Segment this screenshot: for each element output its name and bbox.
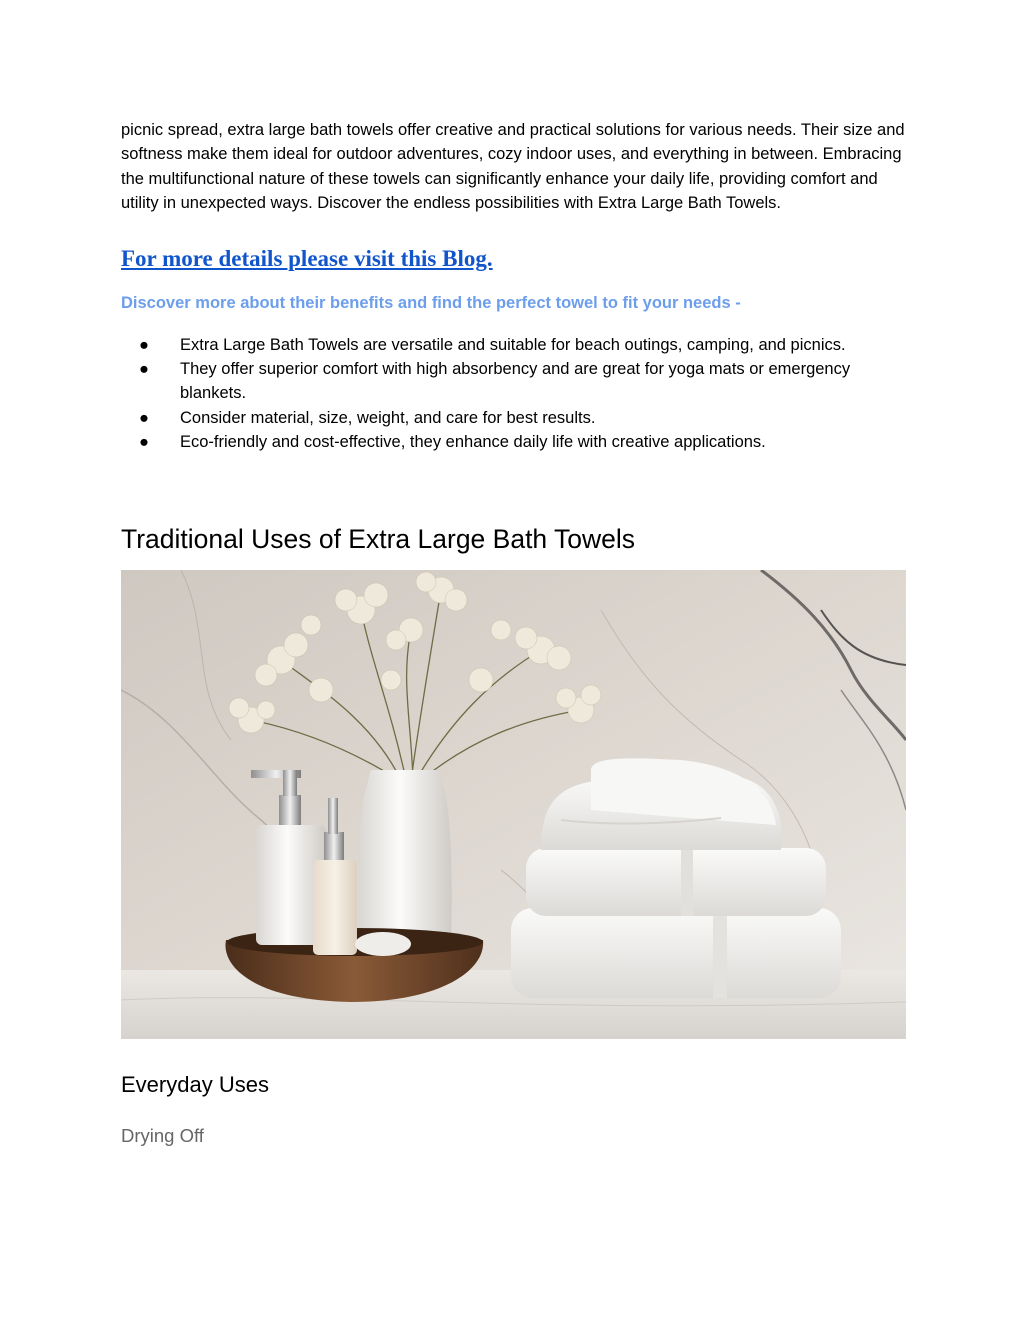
minor-heading: Drying Off (121, 1124, 204, 1146)
list-item (121, 357, 906, 406)
section-title: Traditional Uses of Extra Large Bath Towels (121, 523, 636, 554)
bullet-icon: ● (139, 335, 149, 354)
subsection-title: Everyday Uses (121, 1071, 269, 1097)
intro-paragraph: picnic spread, extra large bath towels offer creative and practical solutions for various needs. Their size and softness make them ideal for outdoor adventures, cozy indoor uses, and everything in between. Embracing the multifunctional nature of these towels can significantly enhance your daily life, providing comfort and utility in unexpected ways. Discover the endless possibilities with Extra Large Bath Towels. (121, 121, 905, 213)
list-item (121, 333, 906, 357)
blog-link[interactable]: For more details please visit this Blog. (121, 245, 493, 271)
list-item-text: Consider material, size, weight, and care for best results. (180, 408, 596, 427)
list-item (121, 430, 906, 454)
bathroom-towels-photo (121, 570, 906, 1039)
list-item-text: They offer superior comfort with high absorbency and are great for yoga mats or emergency blankets. (180, 360, 851, 403)
list-item-text: Extra Large Bath Towels are versatile and suitable for beach outings, camping, and picnics. (180, 335, 846, 354)
benefits-list (121, 333, 906, 455)
bullet-icon: ● (139, 408, 149, 427)
document-page (121, 118, 906, 1147)
list-item-text: Eco-friendly and cost-effective, they enhance daily life with creative applications. (180, 433, 766, 452)
bullet-icon: ● (139, 360, 149, 379)
bullet-icon: ● (139, 433, 149, 452)
list-item (121, 406, 906, 430)
benefits-subheading: Discover more about their benefits and find the perfect towel to fit your needs - (121, 293, 741, 312)
